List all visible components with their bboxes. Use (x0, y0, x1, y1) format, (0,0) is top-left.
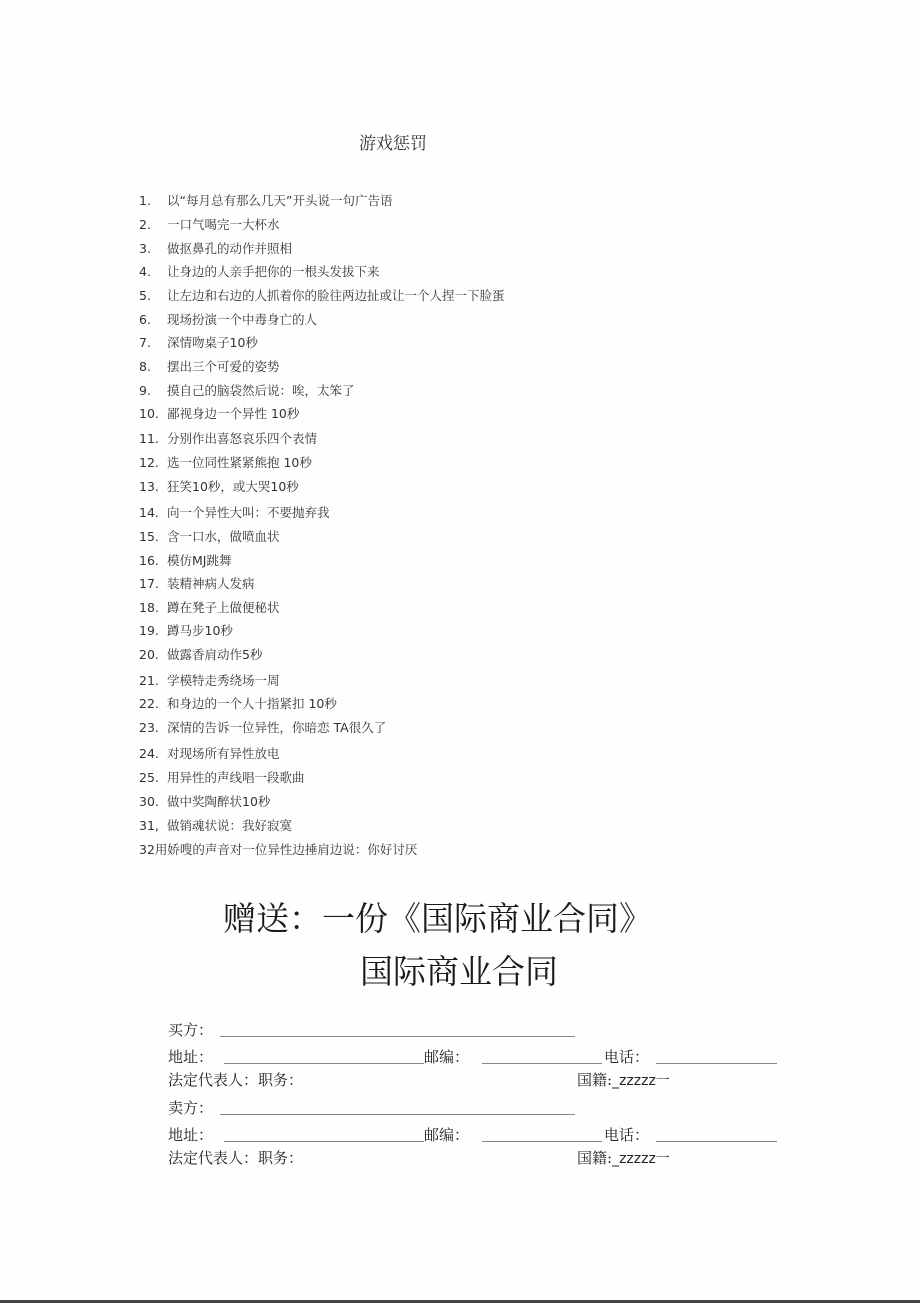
list-item (139, 695, 337, 713)
item-number: 2. (139, 217, 151, 232)
item-number: 8. (139, 359, 151, 374)
item-text: 以“每月总有那么几天”开头说一句广告语 (167, 193, 393, 208)
item-text: 分别作出喜怒哀乐四个表情 (167, 431, 318, 446)
item-number: 5. (139, 288, 151, 303)
item-number: 1. (139, 193, 151, 208)
item-number: 9. (139, 383, 151, 398)
item-number: 14. (139, 505, 159, 520)
list-item (139, 454, 312, 472)
item-number: 4. (139, 264, 151, 279)
item-number: 3. (139, 241, 151, 256)
item-number: 13. (139, 479, 159, 494)
item-number: 30. (139, 794, 159, 809)
seller-rep-label: 法定代表人：职务： (168, 1149, 304, 1167)
buyer-rep-label: 法定代表人：职务： (168, 1071, 304, 1089)
list-item (139, 334, 258, 352)
item-number: 32 (139, 842, 155, 857)
item-number: 24. (139, 746, 159, 761)
item-number: 17. (139, 576, 159, 591)
item-text: 深情的告诉一位异性，你暗恋 TA很久了 (167, 720, 387, 735)
item-number: 18. (139, 600, 159, 615)
list-item (139, 430, 317, 448)
item-number: 11. (139, 431, 159, 446)
list-item (139, 793, 270, 811)
buyer-phone-field[interactable] (656, 1063, 777, 1064)
item-number: 31, (139, 818, 159, 833)
item-number: 16. (139, 553, 159, 568)
list-item (139, 478, 299, 496)
list-item (139, 358, 280, 376)
item-number: 20. (139, 647, 159, 662)
seller-postcode-field[interactable] (482, 1141, 602, 1142)
seller-nationality (577, 1148, 670, 1169)
item-text: 做中奖陶醉状10秒 (167, 794, 271, 809)
seller-phone-field[interactable] (656, 1141, 777, 1142)
seller-address-label: 地址： (168, 1126, 214, 1144)
buyer-nationality-label: 国籍: (577, 1071, 613, 1089)
seller-phone-label: 电话： (604, 1126, 650, 1144)
item-text: 含一口水，做喷血状 (167, 529, 280, 544)
list-item (139, 646, 262, 664)
seller-name-field[interactable] (220, 1114, 575, 1115)
item-number: 12. (139, 455, 159, 470)
item-text: 深情吻桌子10秒 (167, 335, 258, 350)
list-item (139, 263, 380, 281)
seller-label: 卖方： (168, 1099, 214, 1117)
list-item (139, 672, 280, 690)
list-item (139, 240, 292, 258)
buyer-phone-label: 电话： (604, 1048, 650, 1066)
buyer-name-field[interactable] (220, 1036, 575, 1037)
item-number: 19. (139, 623, 159, 638)
list-item (139, 719, 386, 737)
buyer-label: 买方： (168, 1021, 214, 1039)
list-item (139, 599, 280, 617)
item-text: 狂笑10秒，或大哭10秒 (167, 479, 299, 494)
title-text: 游戏惩罚 (359, 134, 427, 154)
list-item (139, 552, 231, 570)
buyer-postcode-label: 邮编： (424, 1048, 470, 1066)
item-text: 用异性的声线唱一段歌曲 (167, 770, 305, 785)
buyer-nationality-value: _zzzzz一 (612, 1073, 670, 1089)
seller-address-field[interactable] (224, 1141, 424, 1142)
list-item (139, 192, 392, 210)
item-text: 摸自己的脑袋然后说：唉，太笨了 (167, 383, 355, 398)
item-text: 摆出三个可爱的姿势 (167, 359, 280, 374)
item-number: 23. (139, 720, 159, 735)
seller-postcode-label: 邮编： (424, 1126, 470, 1144)
seller-nationality-label: 国籍: (577, 1149, 613, 1167)
item-text: 对现场所有异性放电 (167, 746, 280, 761)
item-number: 10. (139, 406, 159, 421)
item-text: 选一位同性紧紧熊抱 10秒 (167, 455, 312, 470)
item-text: 向一个异性大叫：不要抛弃我 (167, 505, 330, 520)
item-text: 一口气喝完一大杯水 (167, 217, 280, 232)
item-text: 让身边的人亲手把你的一根头发拔下来 (167, 264, 380, 279)
item-number: 25. (139, 770, 159, 785)
list-item (139, 287, 505, 305)
list-item (139, 817, 292, 835)
list-item (139, 745, 280, 763)
item-text: 做抠鼻孔的动作并照相 (167, 241, 293, 256)
item-number: 6. (139, 312, 151, 327)
buyer-nationality (577, 1070, 670, 1091)
item-text: 做露香肩动作5秒 (167, 647, 263, 662)
item-text: 模仿MJ跳舞 (167, 553, 232, 568)
list-item (139, 528, 280, 546)
item-number: 15. (139, 529, 159, 544)
list-item (139, 382, 355, 400)
list-item (139, 575, 255, 593)
item-text: 装精神病人发病 (167, 576, 255, 591)
list-item (139, 311, 317, 329)
list-item (139, 504, 330, 522)
buyer-address-label: 地址： (168, 1048, 214, 1066)
item-text: 和身边的一个人十指紧扣 10秒 (167, 696, 337, 711)
item-text: 做销魂状说：我好寂寞 (167, 818, 293, 833)
item-text: 学模特走秀绕场一周 (167, 673, 280, 688)
item-text: 蹲马步10秒 (167, 623, 233, 638)
buyer-address-field[interactable] (224, 1063, 424, 1064)
list-item (139, 841, 417, 859)
item-text: 让左边和右边的人抓着你的脸往两边扯或让一个人捏一下脸蛋 (167, 288, 505, 303)
list-item (139, 769, 305, 787)
buyer-postcode-field[interactable] (482, 1063, 602, 1064)
list-item (139, 622, 233, 640)
item-text: 鄙视身边一个异性 10秒 (167, 406, 300, 421)
list-item (139, 405, 299, 423)
item-number: 22. (139, 696, 159, 711)
contract-title: 国际商业合同 (360, 952, 558, 991)
item-text: 用娇嗖的声音对一位异性边捶肩边说：你好讨厌 (154, 842, 418, 857)
seller-nationality-value: _zzzzz一 (612, 1151, 670, 1167)
item-number: 7. (139, 335, 151, 350)
list-item (139, 216, 280, 234)
item-text: 现场扮演一个中毒身亡的人 (167, 312, 318, 327)
item-text: 蹲在凳子上做便秘状 (167, 600, 280, 615)
item-number: 21. (139, 673, 159, 688)
